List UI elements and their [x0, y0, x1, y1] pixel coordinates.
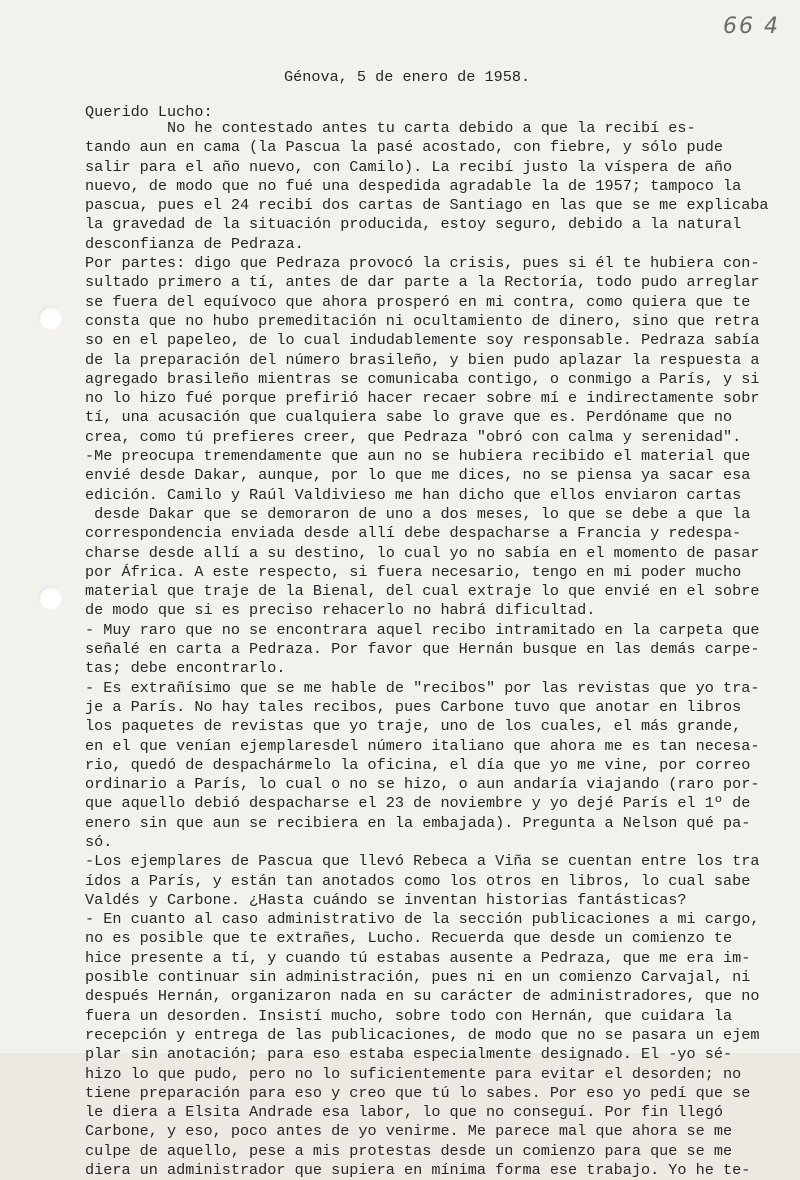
letter-line: correspondencia enviada desde allí debe despacharse a Francia y redespa-: [85, 524, 742, 543]
letter-line: material que traje de la Bienal, del cual extraje lo que envié en el sobre: [85, 582, 760, 601]
salutation: Querido Lucho:: [85, 103, 213, 121]
letter-line: se fuera del equívoco que ahora prosperó en mi contra, como quiera que te: [85, 292, 751, 311]
letter-line: No he contestado antes tu carta debido a que la recibí es-: [85, 119, 696, 137]
letter-line: que aquello debió despacharse el 23 de noviembre y yo dejé París el 1º de: [85, 794, 751, 813]
letter-line: edición. Camilo y Raúl Valdivieso me han dicho que ellos enviaron cartas: [85, 485, 742, 504]
letter-line: crea, como tú prefieres creer, que Pedraza "obró con calma y serenidad".: [85, 427, 742, 446]
letter-line: pascua, pues el 24 recibí dos cartas de Santiago en las que se me explicaba: [85, 196, 769, 215]
letter-line: tiene preparación para eso y creo que tú lo sabes. Por eso yo pedí que se: [85, 1083, 751, 1102]
letter-line: de la preparación del número brasileño, y bien pudo aplazar la respuesta a: [85, 350, 760, 369]
letter-line: agregado brasileño mientras se comunicaba contigo, o conmigo a París, y si: [85, 369, 760, 388]
letter-line: por África. A este respecto, si fuera necesario, tengo en mi poder mucho: [85, 562, 742, 581]
letter-line: le diera a Elsita Andrade esa labor, lo que no conseguí. Por fin llegó: [85, 1103, 723, 1122]
letter-line: hizo lo que pudo, pero no lo suficientemente para evitar el desorden; no: [85, 1064, 742, 1083]
letter-line: tí, una acusación que cualquiera sabe lo grave que es. Perdóname que no: [85, 408, 733, 427]
letter-line: la gravedad de la situación producida, estoy seguro, debido a la natural: [85, 215, 742, 234]
letter-line: desconfianza de Pedraza.: [85, 234, 304, 253]
letter-line: - Muy raro que no se encontrara aquel recibo intramitado en la carpeta que: [85, 620, 760, 639]
letter-line: Valdés y Carbone. ¿Hasta cuándo se inventan historias fantásticas?: [85, 890, 687, 909]
letter-line: só.: [85, 832, 113, 851]
letter-line: hice presente a tí, y cuando tú estabas ausente a Pedraza, que me era im-: [85, 948, 751, 967]
folio-number: 66 4: [723, 14, 780, 39]
dateline: Génova, 5 de enero de 1958.: [284, 68, 531, 86]
letter-line: - Es extrañísimo que se me hable de "recibos" por las revistas que yo tra-: [85, 678, 760, 697]
letter-line: recepción y entrega de las publicaciones, de modo que no se pasara un ejem: [85, 1025, 760, 1044]
letter-line: ordinario a París, lo cual o no se hizo, o aun andaría viajando (raro por-: [85, 775, 760, 794]
letter-line: posible continuar sin administración, pues ni en un comienzo Carvajal, ni: [85, 968, 751, 987]
punch-hole-lower: [38, 586, 62, 610]
letter-line: -Los ejemplares de Pascua que llevó Rebeca a Viña se cuentan entre los tra: [85, 852, 760, 871]
letter-line: nuevo, de modo que no fué una despedida agradable la de 1957; tampoco la: [85, 176, 742, 195]
letter-line: Carbone, y eso, poco antes de yo venirme. Me parece mal que ahora se me: [85, 1122, 733, 1141]
letter-line: culpe de aquello, pese a mis protestas desde un comienzo para que se me: [85, 1141, 733, 1160]
letter-line: -Me preocupa tremendamente que aun no se hubiera recibido el material que: [85, 447, 751, 466]
letter-line: plar sin anotación; para eso estaba especialmente designado. El -yo sé-: [85, 1045, 733, 1064]
letter-line: rio, quedó de despachármelo la oficina, el día que yo me vine, por correo: [85, 755, 751, 774]
letter-line: tando aun en cama (la Pascua la pasé acostado, con fiebre, y sólo pude: [85, 138, 723, 157]
letter-line: envié desde Dakar, aunque, por lo que me dices, no se piensa ya sacar esa: [85, 466, 751, 485]
punch-hole-upper: [38, 306, 62, 330]
letter-line: tas; debe encontrarlo.: [85, 659, 286, 678]
letter-line: diera un administrador que supiera en mínima forma ese trabajo. Yo he te-: [85, 1161, 751, 1180]
letter-line: ídos a París, y están tan anotados como los otros en libros, lo cual sabe: [85, 871, 751, 890]
letter-line: sultado primero a tí, antes de dar parte a la Rectoría, todo pudo arreglar: [85, 273, 760, 292]
letter-line: Por partes: digo que Pedraza provocó la crisis, pues si él te hubiera con-: [85, 254, 760, 273]
letter-line: no lo hizo fué porque prefirió hacer recaer sobre mí e indirectamente sobr: [85, 389, 760, 408]
letter-line: señalé en carta a Pedraza. Por favor que Hernán busque en las demás carpe-: [85, 640, 760, 659]
letter-line: no es posible que te extrañes, Lucho. Recuerda que desde un comienzo te: [85, 929, 733, 948]
letter-line: je a París. No hay tales recibos, pues Carbone tuvo que anotar en libros: [85, 697, 742, 716]
letter-line: - En cuanto al caso administrativo de la sección publicaciones a mi cargo,: [85, 910, 760, 929]
letter-line: de modo que si es preciso rehacerlo no habrá dificultad.: [85, 601, 596, 620]
letter-line: enero sin que aun se recibiera en la embajada). Pregunta a Nelson qué pa-: [85, 813, 751, 832]
letter-line: so en el papeleo, de lo cual indudablemente soy responsable. Pedraza sabía: [85, 331, 760, 350]
letter-body: [85, 119, 769, 1180]
letter-line: los paquetes de revistas que yo traje, uno de los cuales, el más grande,: [85, 717, 742, 736]
letter-line: desde Dakar que se demoraron de uno a dos meses, lo que se debe a que la: [85, 504, 751, 523]
letter-line: consta que no hubo premeditación ni ocultamiento de dinero, sino que retra: [85, 311, 760, 330]
letter-line: después Hernán, organizaron nada en su carácter de administradores, que no: [85, 987, 760, 1006]
letter-line: fuera un desorden. Insistí mucho, sobre todo con Hernán, que cuidara la: [85, 1006, 733, 1025]
letter-line: en el que venían ejemplaresdel número italiano que ahora me es tan necesa-: [85, 736, 760, 755]
letter-line: salir para el año nuevo, con Camilo). La recibí justo la víspera de año: [85, 157, 733, 176]
letter-line: charse desde allí a su destino, lo cual yo no sabía en el momento de pasar: [85, 543, 760, 562]
